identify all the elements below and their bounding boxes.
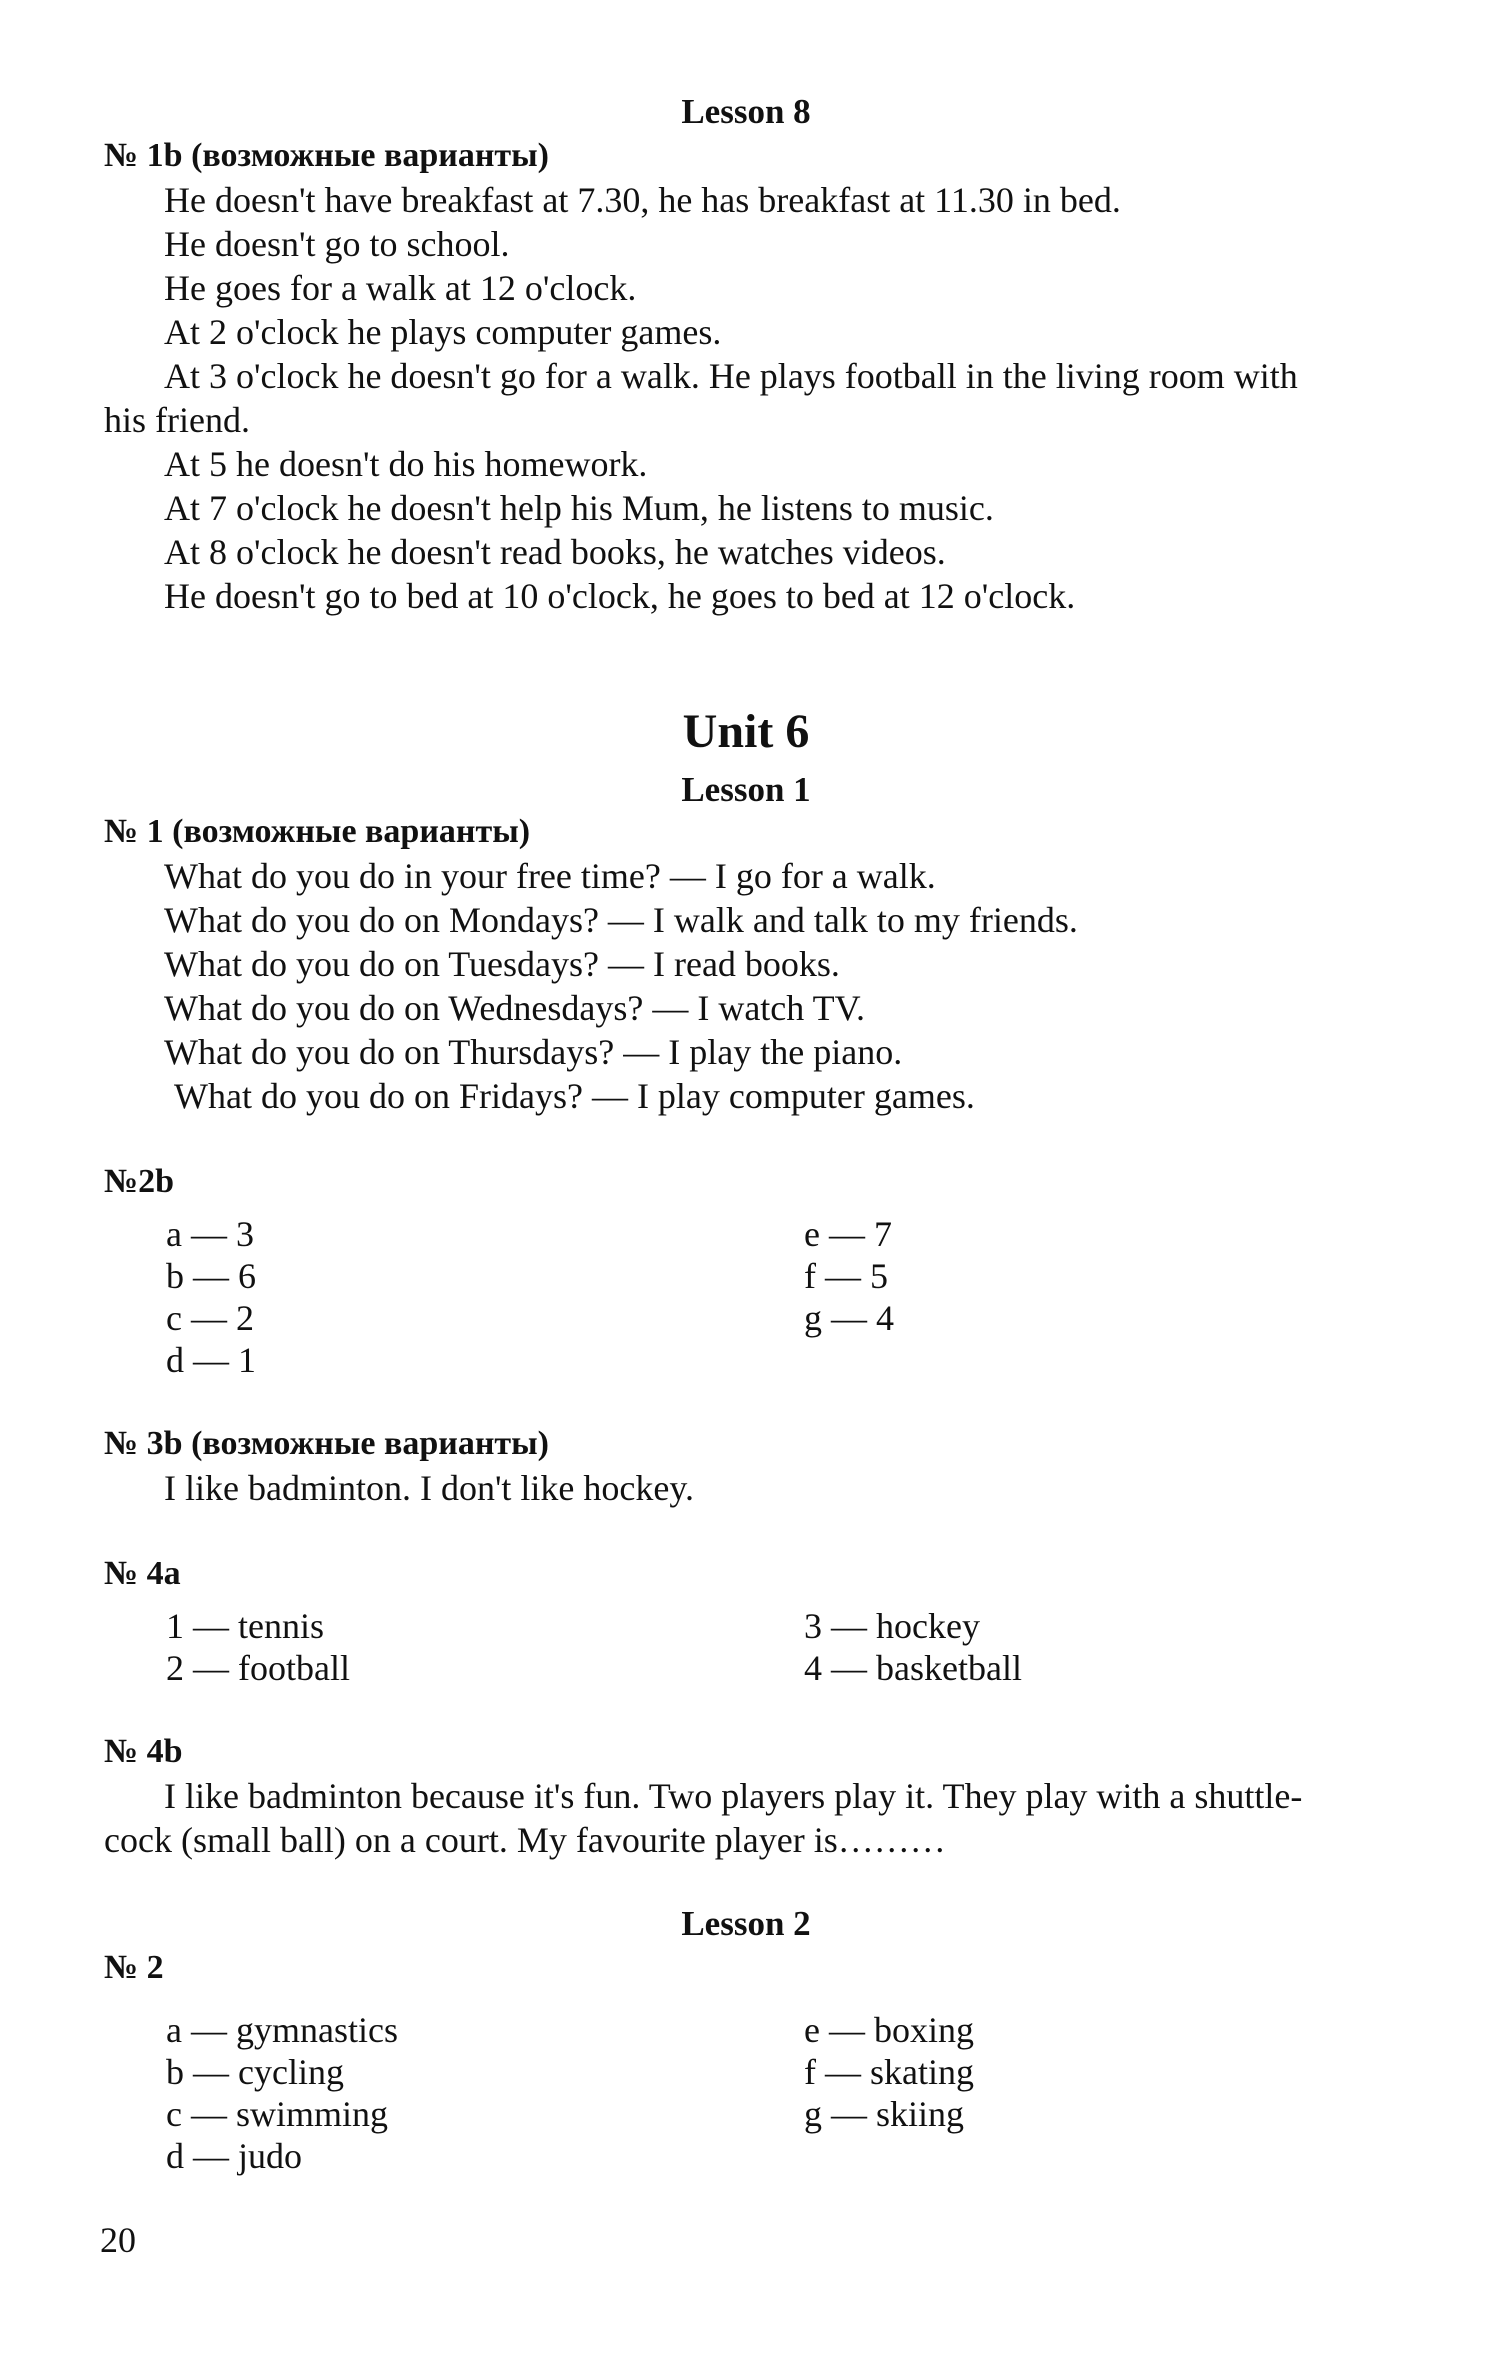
answer-line: his friend. xyxy=(104,400,250,440)
lesson-2-title: Lesson 2 xyxy=(681,1904,811,1943)
answer-line: cock (small ball) on a court. My favourite player is……… xyxy=(104,1820,946,1860)
task-1-title: № 1 (возможные варианты) xyxy=(104,813,531,850)
page-number: 20 xyxy=(100,2220,136,2260)
answer-line: What do you do on Fridays? — I play computer games. xyxy=(174,1076,975,1116)
task-4b-title: № 4b xyxy=(104,1733,183,1770)
answer-line: I like badminton. I don't like hockey. xyxy=(164,1468,695,1508)
answer-line: What do you do in your free time? — I go for a walk. xyxy=(164,856,936,896)
match-item: f — 5 xyxy=(804,1256,888,1296)
answer-line: What do you do on Mondays? — I walk and talk to my friends. xyxy=(164,900,1078,940)
match-item: 3 — hockey xyxy=(804,1606,980,1646)
match-item: d — judo xyxy=(166,2136,303,2176)
task-1b-title: № 1b (возможные варианты) xyxy=(104,137,549,174)
match-item: e — 7 xyxy=(804,1214,892,1254)
task-2b-title: №2b xyxy=(104,1163,175,1200)
answer-line: He goes for a walk at 12 o'clock. xyxy=(164,268,637,308)
match-item: f — skating xyxy=(804,2052,974,2092)
answer-line: He doesn't have breakfast at 7.30, he has breakfast at 11.30 in bed. xyxy=(164,180,1121,220)
answer-line: What do you do on Thursdays? — I play the piano. xyxy=(164,1032,903,1072)
match-item: c — 2 xyxy=(166,1298,254,1338)
task-2-title: № 2 xyxy=(104,1949,164,1986)
match-item: b — 6 xyxy=(166,1256,256,1296)
answer-line: At 8 o'clock he doesn't read books, he watches videos. xyxy=(164,532,946,572)
answer-line: At 3 o'clock he doesn't go for a walk. He plays football in the living room with xyxy=(164,356,1298,396)
match-item: 2 — football xyxy=(166,1648,350,1688)
match-item: b — cycling xyxy=(166,2052,344,2092)
answer-line: At 2 o'clock he plays computer games. xyxy=(164,312,722,352)
lesson-1-title: Lesson 1 xyxy=(681,770,811,809)
task-3b-title: № 3b (возможные варианты) xyxy=(104,1425,549,1462)
match-item: a — gymnastics xyxy=(166,2010,398,2050)
match-item: 1 — tennis xyxy=(166,1606,324,1646)
task-4a-title: № 4a xyxy=(104,1555,181,1592)
answer-line: He doesn't go to school. xyxy=(164,224,510,264)
unit-title: Unit 6 xyxy=(682,705,810,758)
match-item: c — swimming xyxy=(166,2094,388,2134)
answer-line: What do you do on Tuesdays? — I read books. xyxy=(164,944,840,984)
match-item: d — 1 xyxy=(166,1340,256,1380)
match-item: g — 4 xyxy=(804,1298,894,1338)
answer-line: I like badminton because it's fun. Two players play it. They play with a shuttle- xyxy=(164,1776,1303,1816)
lesson-8-title: Lesson 8 xyxy=(681,92,811,131)
match-item: 4 — basketball xyxy=(804,1648,1022,1688)
match-item: a — 3 xyxy=(166,1214,254,1254)
match-item: g — skiing xyxy=(804,2094,965,2134)
answer-line: At 5 he doesn't do his homework. xyxy=(164,444,648,484)
answer-line: What do you do on Wednesdays? — I watch TV. xyxy=(164,988,865,1028)
answer-line: He doesn't go to bed at 10 o'clock, he goes to bed at 12 o'clock. xyxy=(164,576,1076,616)
match-item: e — boxing xyxy=(804,2010,974,2050)
answer-line: At 7 o'clock he doesn't help his Mum, he listens to music. xyxy=(164,488,994,528)
